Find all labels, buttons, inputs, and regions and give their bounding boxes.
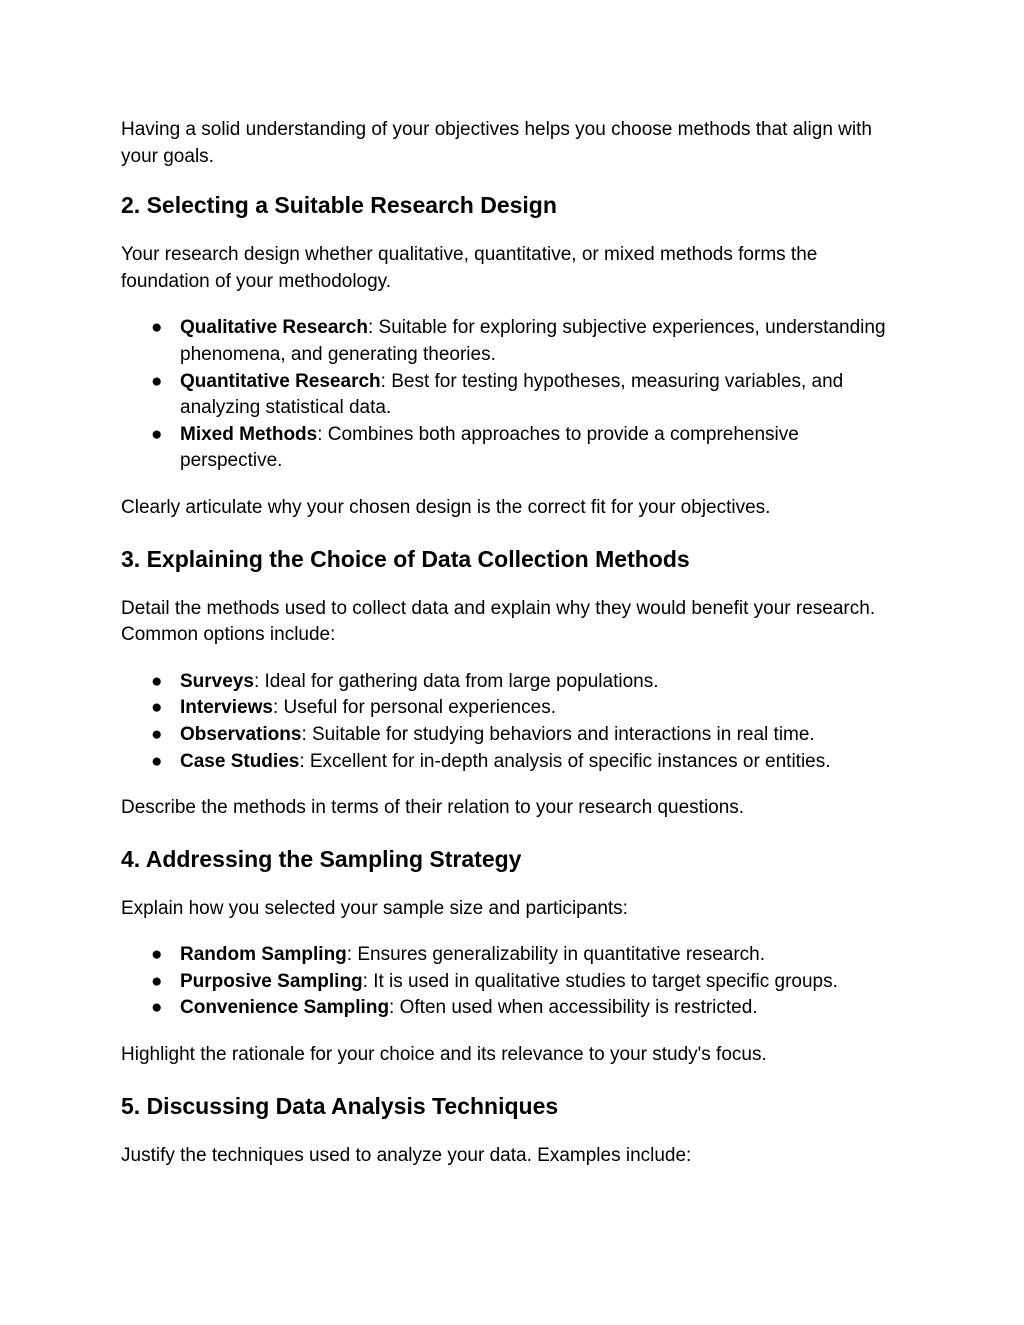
list-item-term: Qualitative Research <box>180 317 368 339</box>
list-item-term: Surveys <box>180 670 254 692</box>
section-closing-paragraph: Describe the methods in terms of their relation to your research questions. <box>121 797 745 819</box>
section-heading-sampling-strategy: 4. Addressing the Sampling Strategy <box>121 845 522 872</box>
section-closing-paragraph: Highlight the rationale for your choice and its relevance to your study's focus. <box>121 1044 767 1066</box>
bullet-icon: ● <box>151 723 163 745</box>
section-heading-data-collection: 3. Explaining the Choice of Data Collection Methods <box>121 545 690 572</box>
section-paragraph: Explain how you selected your sample size and participants: <box>121 897 628 919</box>
list-item <box>121 422 901 475</box>
list-item <box>121 669 901 696</box>
list-item-term: Observations <box>180 723 302 745</box>
list-item <box>121 315 901 368</box>
list-item-term: Quantitative Research <box>180 370 381 392</box>
list-item-text: : Best for testing hypotheses, measuring variables, and analyzing statistical data. <box>180 370 844 419</box>
list-item-text: : Suitable for exploring subjective experiences, understanding phenomena, and generating theories. <box>180 317 886 365</box>
list-item-text: : Often used when accessibility is restricted. <box>389 997 758 1019</box>
list-item <box>121 749 901 776</box>
bullet-icon: ● <box>151 317 163 339</box>
list-item-term: Mixed Methods <box>180 423 318 445</box>
list-item-text: : Ideal for gathering data from large populations. <box>253 670 659 692</box>
list-item <box>121 369 901 422</box>
bullet-list-research-designs <box>121 315 901 475</box>
list-item-term: Purposive Sampling <box>180 970 363 992</box>
list-item-term: Convenience Sampling <box>180 997 390 1019</box>
list-item-text: : Useful for personal experiences. <box>272 697 556 719</box>
list-item-text: : It is used in qualitative studies to target specific groups. <box>362 970 838 992</box>
bullet-icon: ● <box>151 944 163 966</box>
bullet-icon: ● <box>151 997 163 1019</box>
bullet-icon: ● <box>151 697 163 719</box>
section-paragraph: Your research design whether qualitative, quantitative, or mixed methods forms the foundation of your methodology. <box>121 244 818 292</box>
bullet-icon: ● <box>151 750 163 772</box>
section-paragraph: Justify the techniques used to analyze your data. Examples include: <box>121 1144 692 1166</box>
bullet-icon: ● <box>151 670 163 692</box>
list-item <box>121 969 901 996</box>
list-item-term: Case Studies <box>180 750 300 772</box>
intro-paragraph: Having a solid understanding of your objectives helps you choose methods that align with your goals. <box>121 119 872 167</box>
list-item <box>121 695 901 722</box>
list-item-term: Interviews <box>180 697 273 719</box>
section-heading-data-analysis: 5. Discussing Data Analysis Techniques <box>121 1092 559 1119</box>
list-item <box>121 995 901 1022</box>
list-item <box>121 722 901 749</box>
bullet-icon: ● <box>151 370 163 392</box>
list-item-text: : Suitable for studying behaviors and interactions in real time. <box>301 723 815 745</box>
bullet-list-collection-methods <box>121 669 901 775</box>
section-paragraph: Detail the methods used to collect data and explain why they would benefit your research. Common options include: <box>121 597 876 646</box>
list-item-text: : Excellent for in-depth analysis of specific instances or entities. <box>299 750 831 772</box>
list-item <box>121 942 901 969</box>
list-item-text: : Combines both approaches to provide a comprehensive perspective. <box>180 423 799 472</box>
document-page <box>121 117 901 1189</box>
list-item-text: : Ensures generalizability in quantitative research. <box>346 944 766 966</box>
section-heading-research-design: 2. Selecting a Suitable Research Design <box>121 192 557 219</box>
bullet-icon: ● <box>151 423 163 445</box>
section-closing-paragraph: Clearly articulate why your chosen design is the correct fit for your objectives. <box>121 496 771 518</box>
bullet-list-sampling-methods <box>121 942 901 1022</box>
bullet-icon: ● <box>151 970 163 992</box>
list-item-term: Random Sampling <box>180 944 347 966</box>
